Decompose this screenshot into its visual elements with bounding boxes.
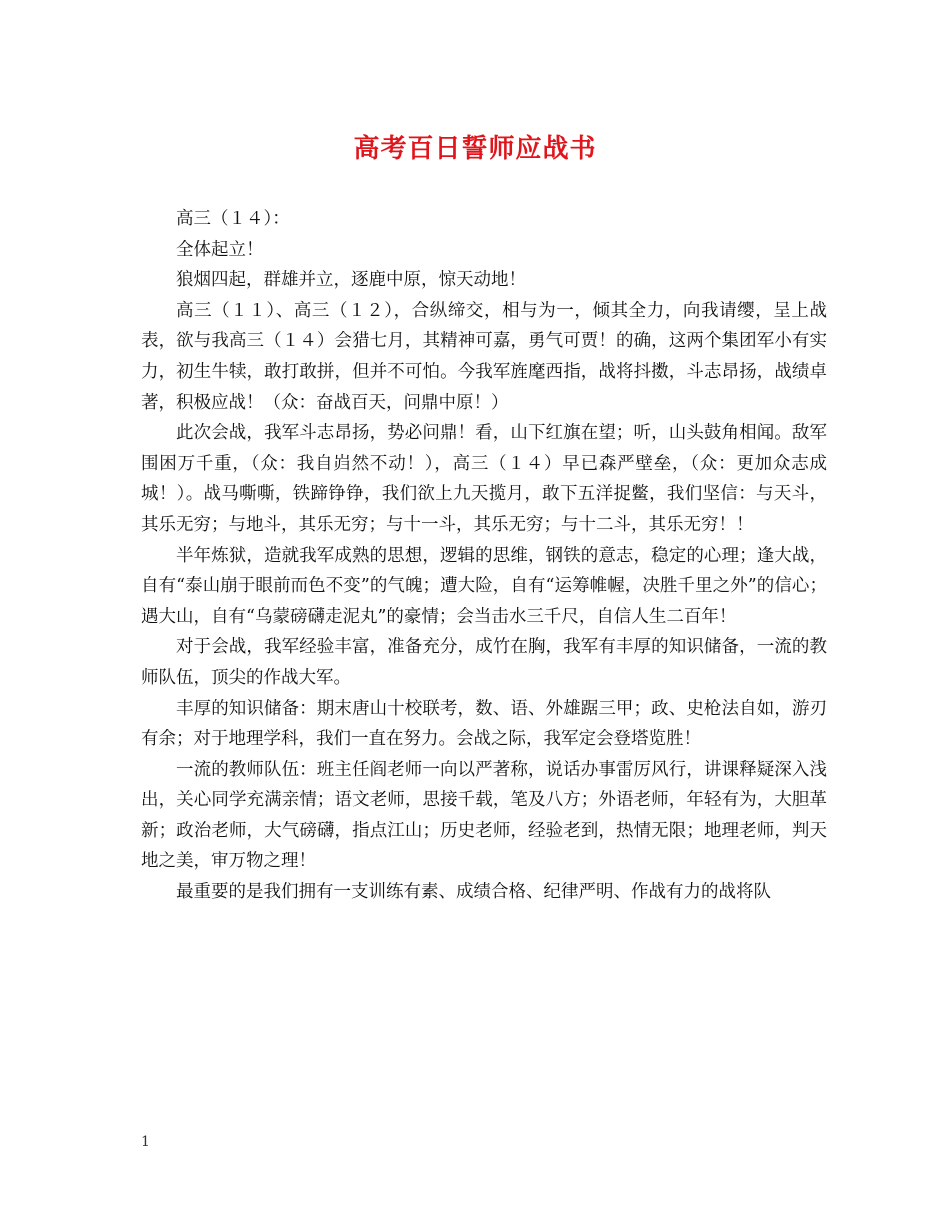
paragraph-salutation: 高三（１４）：: [176, 209, 290, 229]
document-body: [141, 204, 827, 908]
paragraph-opening: 狼烟四起，群雄并立，逐鹿中原，惊天动地！: [176, 270, 526, 291]
paragraph-knowledge: 丰厚的知识储备：期末唐山十校联考，数、语、外雄踞三甲；政、史枪法自如，游刃有余；对于地理学科，我们一直在努力。会战之际，我军定会登塔览胜！: [141, 698, 827, 750]
paragraph-training: 半年炼狱，造就我军成熟的思想，逻辑的思维，钢铁的意志，稳定的心理；逢大战，自有“泰山崩于眼前而色不变”的气魄；遭大险，自有“运筹帷幄，决胜千里之外”的信心；遇大山，自有“乌蒙磅礴走泥丸”的豪情；会当击水三千尺，自信人生二百年！: [141, 545, 827, 627]
paragraph-challenge: 高三（１１）、高三（１２），合纵缔交，相与为一，倾其全力，向我请缨，呈上战表，欲与我高三（１４）会猎七月，其精神可嘉，勇气可贾！的确，这两个集团军小有实力，初生牛犊，敢打敢拼，但并不可怕。今我军旌麾西指，战将抖擞，斗志昂扬，战绩卓著，积极应战！（众：奋战百天，问鼎中原！）: [141, 300, 827, 413]
page-number: 1: [141, 1134, 150, 1150]
paragraph-troops: 最重要的是我们拥有一支训练有素、成绩合格、纪律严明、作战有力的战将队: [176, 882, 771, 903]
document-title: 高考百日誓师应战书: [353, 134, 597, 164]
paragraph-battle: 此次会战，我军斗志昂扬，势必问鼎！看，山下红旗在望；听，山头鼓角相闻。敌军围困万千重，（众：我自岿然不动！），高三（１４）早已森严壁垒，（众：更加众志成城！）。战马嘶嘶，铁蹄铮铮，我们欲上九天揽月，敢下五洋捉鳖，我们坚信：与天斗，其乐无穷；与地斗，其乐无穷；与十一斗，其乐无穷；与十二斗，其乐无穷！！: [141, 423, 827, 535]
paragraph-preparation: 对于会战，我军经验丰富，准备充分，成竹在胸，我军有丰厚的知识储备，一流的教师队伍，顶尖的作战大军。: [141, 637, 827, 688]
paragraph-teachers: 一流的教师队伍：班主任阎老师一向以严著称，说话办事雷厉风行，讲课释疑深入浅出，关心同学充满亲情；语文老师，思接千载，笔及八方；外语老师，年轻有为，大胆革新；政治老师，大气磅礴，指点江山；历史老师，经验老到，热情无限；地理老师，判天地之美，审万物之理！: [141, 759, 827, 872]
paragraph-stand-up: 全体起立！: [176, 239, 264, 260]
